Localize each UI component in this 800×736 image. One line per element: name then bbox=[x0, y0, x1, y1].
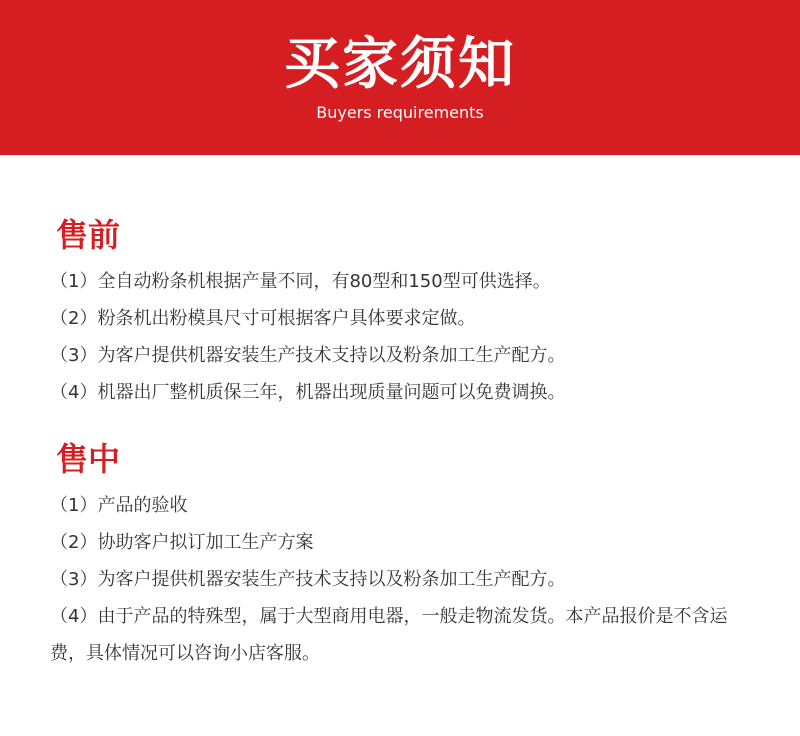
in-sale-item-2: （2）协助客户拟订加工生产方案 bbox=[50, 532, 314, 553]
pre-sale-item-2: （2）粉条机出粉模具尺寸可根据客户具体要求定做。 bbox=[50, 308, 476, 329]
in-sale-item-4: （4）由于产品的特殊型，属于大型商用电器，一般走物流发货。本产品报价是不含运费，具体情况可以咨询小店客服。 bbox=[50, 606, 728, 664]
page-title: 买家须知 bbox=[284, 32, 516, 97]
in-sale-item-3: （3）为客户提供机器安装生产技术支持以及粉条加工生产配方。 bbox=[50, 569, 566, 590]
section-title-pre-sale: 售前 bbox=[56, 216, 121, 254]
in-sale-item-1: （1）产品的验收 bbox=[50, 495, 188, 516]
pre-sale-item-3: （3）为客户提供机器安装生产技术支持以及粉条加工生产配方。 bbox=[50, 345, 566, 366]
section-in-sale bbox=[50, 437, 760, 672]
section-pre-sale bbox=[50, 213, 760, 411]
header-banner bbox=[0, 0, 800, 155]
pre-sale-item-1: （1）全自动粉条机根据产量不同，有80型和150型可供选择。 bbox=[50, 271, 551, 292]
section-title-in-sale: 售中 bbox=[56, 440, 121, 478]
page-subtitle: Buyers requirements bbox=[316, 103, 484, 122]
pre-sale-item-4: （4）机器出厂整机质保三年，机器出现质量问题可以免费调换。 bbox=[50, 382, 566, 403]
